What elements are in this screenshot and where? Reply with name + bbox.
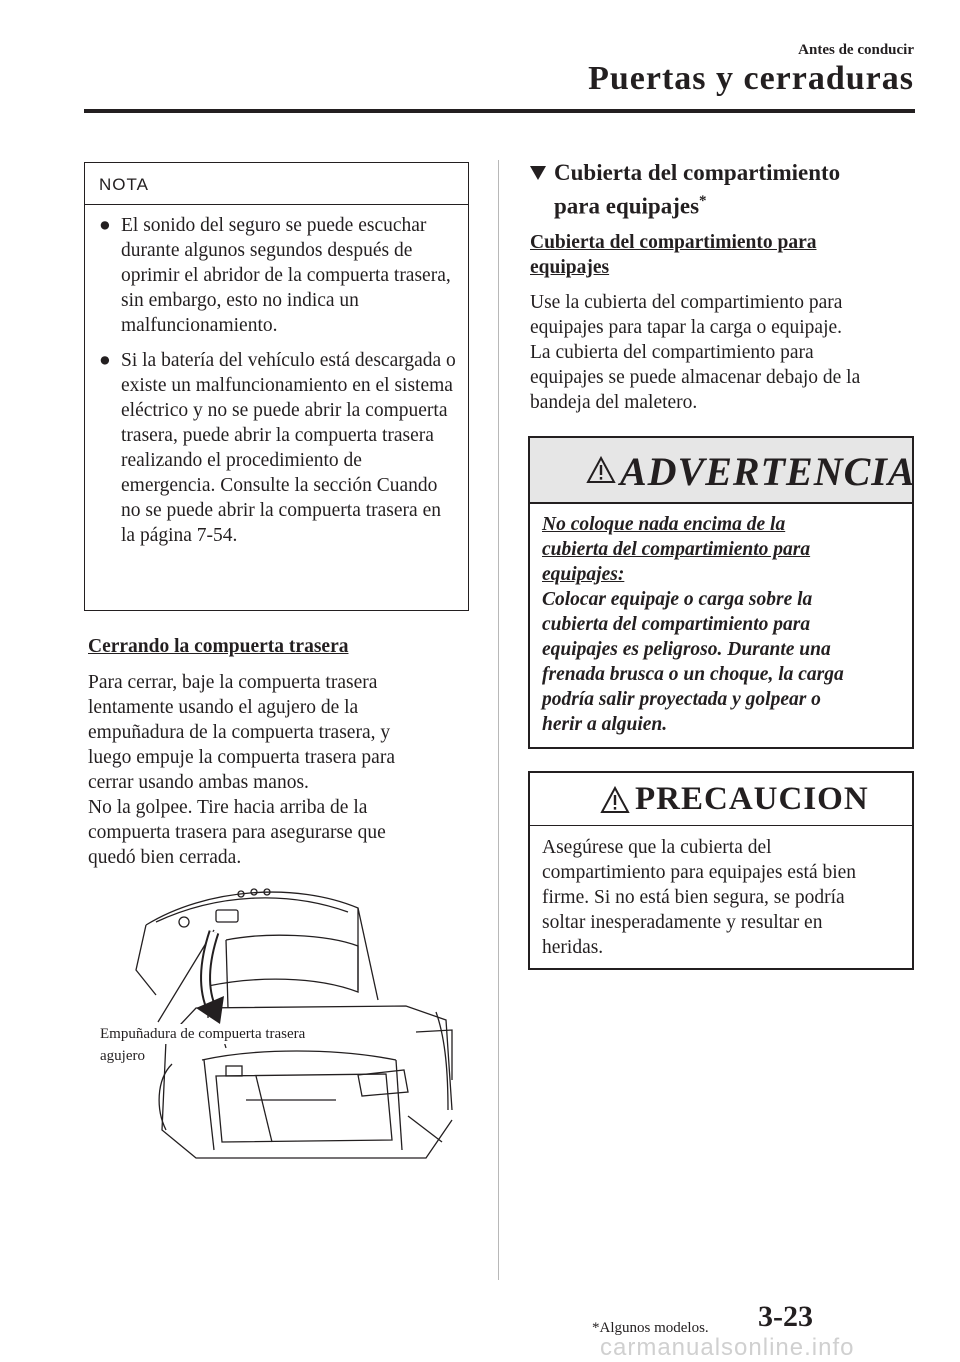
closing-heading: Cerrando la compuerta trasera: [88, 636, 349, 657]
page-title: Puertas y cerraduras: [588, 60, 914, 97]
caution-header: [530, 773, 912, 826]
footnote-text: Algunos modelos.: [599, 1320, 709, 1336]
warning-triangle-icon: [586, 456, 616, 484]
warning-line: herir a alguien.: [542, 714, 668, 735]
warning-text: [542, 512, 904, 737]
note-item-text: Si la batería del vehículo está descargada o existe un malfuncionamiento en el sistema eléctrico y no se puede abrir la compuerta trasera, puede abrir la compuerta trasera realizando el procedimiento de emergencia. Consulte la sección Cuando no se puede abrir la compuerta trasera en la página 7-54.: [121, 350, 456, 546]
bullet-icon: ●: [99, 215, 111, 236]
caution-line: firme. Si no está bien segura, se podría: [542, 887, 845, 908]
body-line: quedó bien cerrada.: [88, 847, 242, 868]
subheading-line: Cubierta del compartimiento para: [530, 232, 817, 253]
warning-line: Colocar equipaje o carga sobre la: [542, 589, 813, 610]
caution-box: [528, 771, 914, 970]
cover-subheading: [530, 230, 910, 280]
caution-line: compartimiento para equipajes está bien: [542, 862, 857, 883]
watermark: carmanualsonline.info: [600, 1334, 855, 1361]
subheading-line: equipajes: [530, 257, 610, 278]
asterisk-icon: *: [699, 193, 707, 209]
body-line: No la golpee. Tire hacia arriba de la: [88, 797, 368, 818]
body-line: equipajes se puede almacenar debajo de la: [530, 367, 861, 388]
cover-heading-line2: para equipajes*: [554, 193, 707, 219]
warning-title: ADVERTENCIA: [620, 449, 916, 494]
caution-line: soltar inesperadamente y resultar en: [542, 912, 823, 933]
body-line: compuerta trasera para asegurarse que: [88, 822, 386, 843]
column-divider: [498, 160, 499, 1280]
body-line: bandeja del maletero.: [530, 392, 698, 413]
warning-line: equipajes:: [542, 564, 625, 585]
cover-heading: [530, 158, 910, 221]
warning-line: cubierta del compartimiento para: [542, 614, 811, 635]
warning-line: cubierta del compartimiento para: [542, 539, 811, 560]
caution-title: PRECAUCION: [635, 781, 869, 817]
warning-header: [530, 438, 916, 504]
body-line: lentamente usando el agujero de la: [88, 697, 359, 718]
section-title: Antes de conducir: [798, 42, 914, 58]
warning-line: podría salir proyectada y golpear o: [542, 689, 821, 710]
body-line: cerrar usando ambas manos.: [88, 772, 309, 793]
bullet-icon: ●: [99, 350, 111, 371]
warning-line: No coloque nada encima de la: [542, 514, 786, 535]
triangle-down-icon: [530, 166, 546, 180]
body-line: equipajes para tapar la carga o equipaje.: [530, 317, 843, 338]
warning-box: [528, 436, 914, 749]
note-title: NOTA: [99, 175, 149, 194]
closing-body: [88, 670, 488, 870]
warning-triangle-icon: [600, 786, 630, 814]
warning-line: equipajes es peligroso. Durante una: [542, 639, 831, 660]
cover-heading-line1: Cubierta del compartimiento: [554, 160, 841, 185]
caution-line: heridas.: [542, 937, 604, 958]
asterisk-icon: *: [592, 1320, 600, 1336]
body-line: Use la cubierta del compartimiento para: [530, 292, 843, 313]
body-line: Para cerrar, baje la compuerta trasera: [88, 672, 378, 693]
caution-line: Asegúrese que la cubierta del: [542, 837, 772, 858]
handle-label: Empuñadura de compuerta trasera: [100, 1026, 306, 1042]
header-rule: [84, 109, 915, 113]
list-item: [99, 348, 459, 548]
handle-label-2: agujero: [100, 1048, 145, 1064]
cover-body: [530, 290, 920, 415]
note-item-text: El sonido del seguro se puede escuchar durante algunos segundos después de oprimir el abridor de la compuerta trasera, sin embargo, esto no indica un malfuncionamiento.: [121, 215, 451, 336]
body-line: luego empuje la compuerta trasera para: [88, 747, 395, 768]
note-rule: [85, 204, 468, 205]
caution-text: [542, 835, 907, 960]
page-number: 3-23: [758, 1300, 813, 1333]
list-item: [99, 213, 459, 338]
note-box: [84, 162, 469, 611]
warning-line: frenada brusca o un choque, la carga: [542, 664, 844, 685]
body-line: empuñadura de la compuerta trasera, y: [88, 722, 391, 743]
body-line: La cubierta del compartimiento para: [530, 342, 814, 363]
note-list: [99, 213, 459, 558]
